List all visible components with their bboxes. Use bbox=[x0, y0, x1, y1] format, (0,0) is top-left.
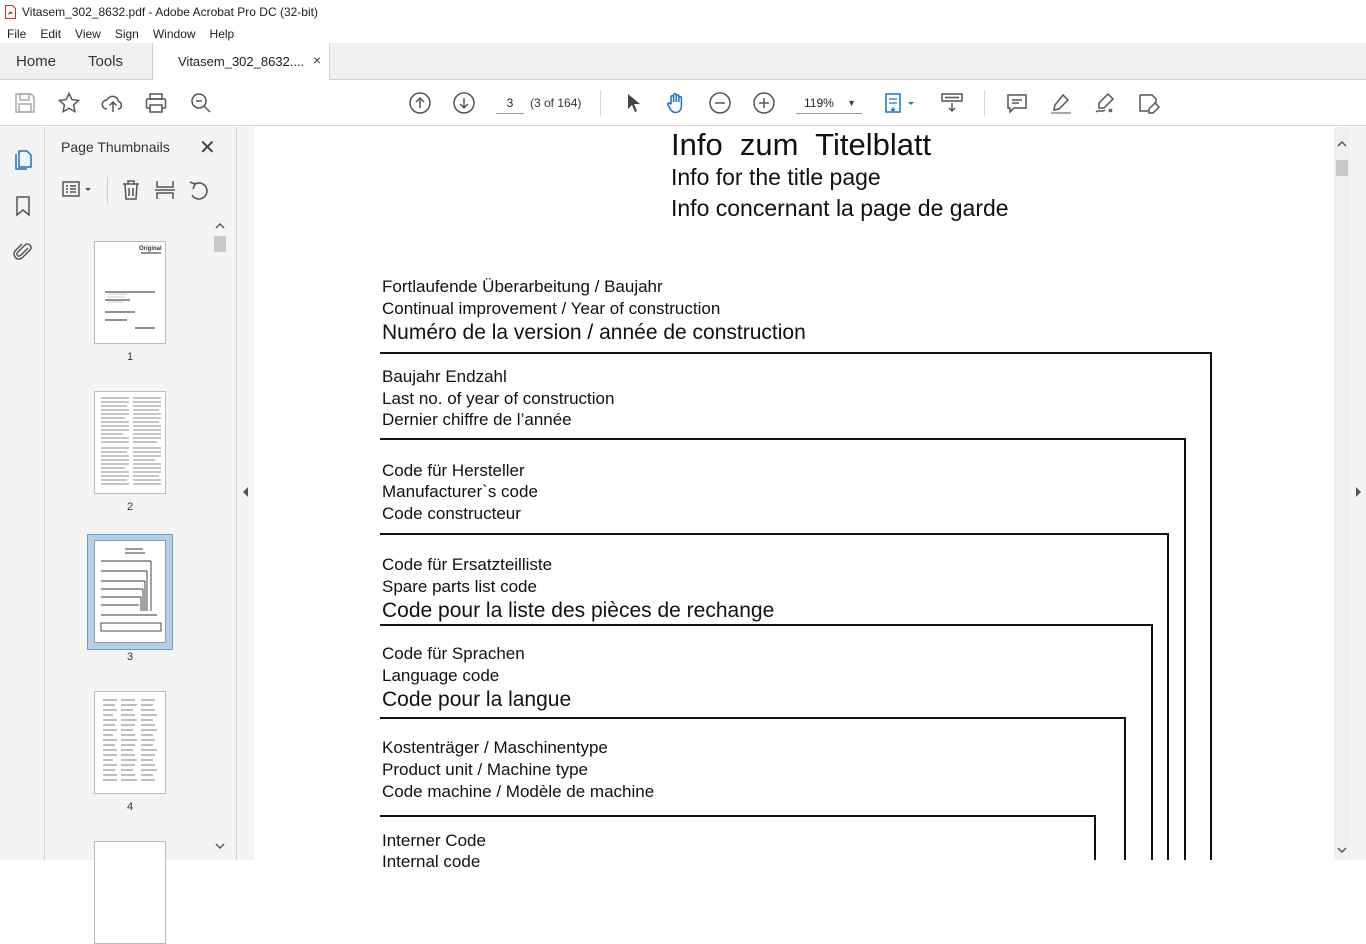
row-7-de: Interner Code bbox=[382, 831, 486, 850]
right-panel-strip[interactable] bbox=[1350, 127, 1366, 860]
fill-sign-icon[interactable] bbox=[1137, 91, 1161, 115]
tab-bar bbox=[0, 43, 1366, 80]
row-2-de: Baujahr Endzahl bbox=[382, 367, 507, 386]
bracket-line bbox=[1167, 533, 1169, 860]
scroll-mode-icon[interactable] bbox=[940, 91, 964, 115]
page-thumbnail-selected[interactable] bbox=[87, 534, 173, 650]
tab-document-label: Vitasem_302_8632.... bbox=[178, 54, 305, 69]
collapse-left-arrow-icon[interactable] bbox=[240, 485, 250, 499]
scroll-down-arrow-icon[interactable] bbox=[212, 838, 228, 854]
thumbnail-page-number: 2 bbox=[126, 501, 134, 513]
row-6-de: Kostenträger / Maschinentype bbox=[382, 738, 608, 757]
menu-view[interactable]: View bbox=[75, 26, 101, 41]
attachment-icon[interactable] bbox=[11, 240, 35, 264]
menu-help[interactable]: Help bbox=[209, 26, 235, 41]
scroll-up-arrow-icon[interactable] bbox=[212, 218, 228, 234]
zoom-level-select[interactable] bbox=[796, 92, 862, 114]
thumbnail-scrollbar[interactable] bbox=[212, 218, 228, 860]
star-icon[interactable] bbox=[57, 91, 81, 115]
document-scrollbar[interactable] bbox=[1334, 127, 1350, 860]
thumbnail-page-number: 1 bbox=[126, 351, 134, 363]
row-2-fr: Dernier chiffre de l’année bbox=[382, 410, 572, 429]
scrollbar-thumb[interactable] bbox=[1336, 160, 1348, 176]
row-1-fr: Numéro de la version / année de construction bbox=[382, 321, 806, 344]
toolbar-divider bbox=[600, 90, 601, 116]
bracket-line bbox=[1184, 438, 1186, 860]
bracket-line bbox=[1210, 352, 1212, 860]
trash-icon[interactable] bbox=[119, 178, 143, 202]
page-thumbnail[interactable] bbox=[94, 391, 166, 494]
bracket-line bbox=[380, 815, 1096, 817]
bracket-line bbox=[1151, 624, 1153, 860]
page-thumbnails-icon[interactable] bbox=[11, 148, 35, 172]
page-title-de: Info zum Titelblatt bbox=[671, 127, 932, 162]
previous-page-icon[interactable] bbox=[408, 91, 432, 115]
toolbar-divider bbox=[107, 177, 108, 203]
row-3-en: Manufacturer`s code bbox=[382, 482, 538, 501]
left-navigation-rail bbox=[0, 127, 45, 860]
title-bar bbox=[0, 0, 1366, 24]
close-panel-icon[interactable]: ✕ bbox=[199, 137, 216, 159]
row-4-fr: Code pour la liste des pièces de rechange bbox=[382, 599, 775, 622]
bracket-line bbox=[380, 352, 1212, 354]
highlight-pen-icon[interactable] bbox=[1049, 91, 1073, 115]
row-1-de: Fortlaufende Überarbeitung / Baujahr bbox=[382, 277, 663, 296]
thumbnail-page bbox=[94, 540, 166, 643]
upload-cloud-icon[interactable] bbox=[101, 91, 125, 115]
row-7-en: Internal code bbox=[382, 852, 481, 871]
svg-text:Original: Original bbox=[139, 246, 162, 252]
zoom-in-icon[interactable] bbox=[752, 91, 776, 115]
toolbar bbox=[0, 80, 1366, 126]
pdf-file-icon bbox=[5, 5, 16, 19]
row-5-fr: Code pour la langue bbox=[382, 688, 572, 711]
panel-collapse-strip[interactable] bbox=[237, 127, 254, 860]
thumbnail-toolbar bbox=[59, 177, 223, 203]
menu-sign[interactable]: Sign bbox=[114, 26, 139, 41]
row-6-fr: Code machine / Modèle de machine bbox=[382, 782, 655, 801]
page-count-label: (3 of 164) bbox=[530, 96, 582, 110]
next-page-icon[interactable] bbox=[452, 91, 476, 115]
thumbnail-list bbox=[59, 219, 215, 859]
page-thumbnail[interactable] bbox=[94, 241, 166, 344]
bracket-line bbox=[380, 624, 1153, 626]
row-2-en: Last no. of year of construction bbox=[382, 389, 615, 408]
scrollbar-thumb[interactable] bbox=[214, 236, 226, 252]
page-fit-icon[interactable] bbox=[884, 91, 920, 115]
bracket-line bbox=[380, 717, 1126, 719]
bookmark-icon[interactable] bbox=[11, 194, 35, 218]
row-3-fr: Code constructeur bbox=[382, 504, 521, 523]
toolbar-divider bbox=[984, 90, 985, 116]
page-number-input[interactable]: 3 bbox=[496, 92, 524, 114]
sign-pen-icon[interactable] bbox=[1093, 91, 1117, 115]
bracket-line bbox=[1124, 717, 1126, 860]
tab-document[interactable] bbox=[152, 43, 330, 80]
menu-edit[interactable]: Edit bbox=[40, 26, 62, 41]
scroll-up-arrow-icon[interactable] bbox=[1334, 136, 1350, 152]
page-title-fr: Info concernant la page de garde bbox=[671, 195, 1009, 221]
page-thumbnails-panel bbox=[45, 127, 237, 860]
thumbnail-page-number: 4 bbox=[126, 801, 134, 813]
thumbnail-options-icon[interactable] bbox=[61, 179, 95, 201]
bracket-line bbox=[380, 438, 1186, 440]
expand-right-arrow-icon[interactable] bbox=[1354, 485, 1364, 499]
tab-home[interactable]: Home bbox=[16, 53, 57, 70]
window-title: Vitasem_302_8632.pdf - Adobe Acrobat Pro DC (32-bit) bbox=[22, 5, 318, 19]
bracket-line bbox=[1094, 815, 1096, 860]
print-icon[interactable] bbox=[144, 91, 168, 115]
document-view[interactable] bbox=[254, 127, 1350, 871]
row-3-de: Code für Hersteller bbox=[382, 461, 525, 480]
select-cursor-icon[interactable] bbox=[621, 91, 645, 115]
menu-file[interactable]: File bbox=[7, 26, 27, 41]
zoom-search-icon[interactable] bbox=[189, 91, 213, 115]
row-5-en: Language code bbox=[382, 666, 500, 685]
row-5-de: Code für Sprachen bbox=[382, 644, 525, 663]
save-icon[interactable] bbox=[13, 91, 37, 115]
scroll-down-arrow-icon[interactable] bbox=[1334, 842, 1350, 858]
row-1-en: Continual improvement / Year of construction bbox=[382, 299, 721, 318]
bracket-line bbox=[380, 533, 1169, 535]
menu-bar bbox=[0, 24, 1366, 43]
rotate-page-icon[interactable] bbox=[187, 178, 211, 202]
tab-tools[interactable]: Tools bbox=[88, 53, 124, 70]
panel-title: Page Thumbnails bbox=[61, 139, 170, 155]
zoom-out-icon[interactable] bbox=[708, 91, 732, 115]
row-4-en: Spare parts list code bbox=[382, 577, 537, 596]
comment-icon[interactable] bbox=[1005, 91, 1029, 115]
zoom-level-value: 119% bbox=[804, 96, 834, 110]
page-thumbnail[interactable] bbox=[94, 691, 166, 794]
extract-pages-icon[interactable] bbox=[153, 178, 177, 202]
pdf-page bbox=[254, 127, 1334, 871]
chevron-down-icon: ▼ bbox=[847, 98, 856, 108]
page-thumbnail[interactable] bbox=[94, 841, 166, 944]
hand-tool-icon[interactable] bbox=[664, 91, 688, 115]
row-6-en: Product unit / Machine type bbox=[382, 760, 589, 779]
close-tab-icon[interactable]: × bbox=[313, 52, 322, 68]
menu-window[interactable]: Window bbox=[152, 26, 196, 41]
page-title-en: Info for the title page bbox=[671, 164, 881, 190]
thumbnail-page-number: 3 bbox=[126, 651, 134, 663]
row-4-de: Code für Ersatzteilliste bbox=[382, 555, 553, 574]
